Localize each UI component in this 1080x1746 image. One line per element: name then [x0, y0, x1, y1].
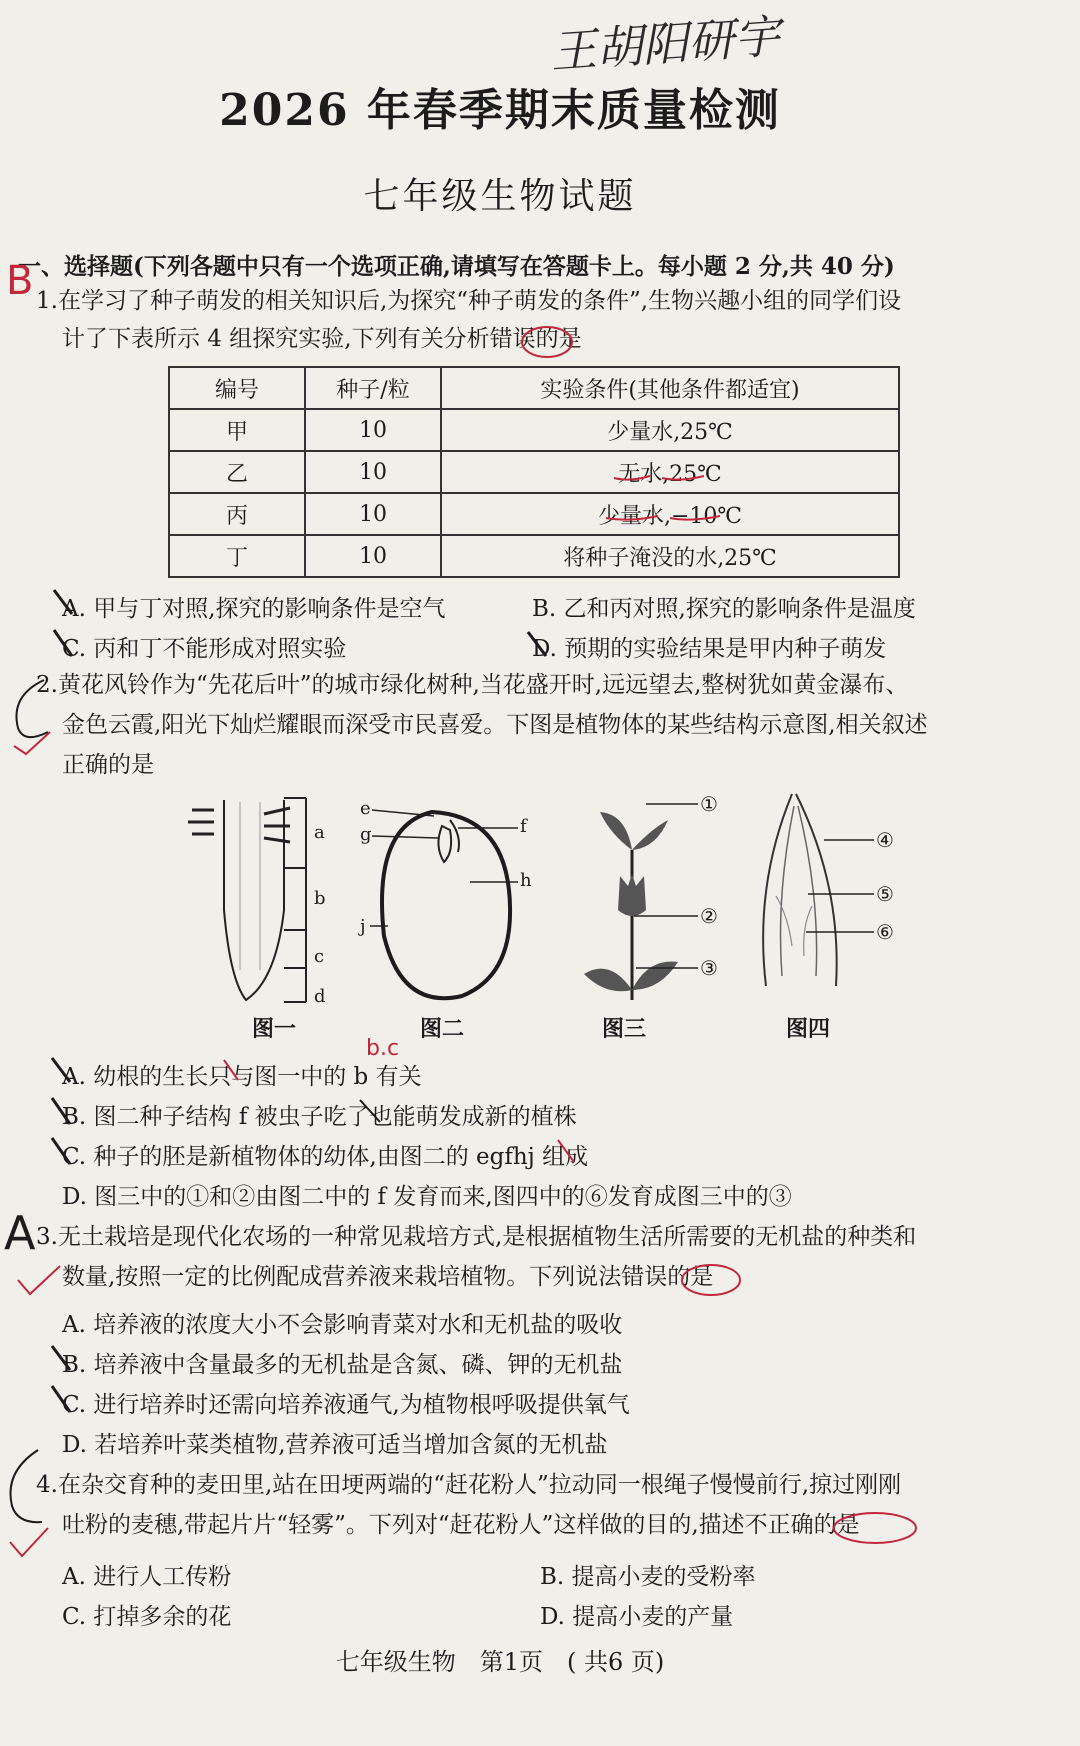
q3-option-c: C. 进行培养时还需向培养液通气,为植物根呼吸提供氧气 [62, 1392, 630, 1418]
q4-option-a: A. 进行人工传粉 [62, 1564, 232, 1590]
table-header-cell: 实验条件(其他条件都适宜) [441, 367, 899, 409]
table-cell: 丁 [169, 535, 305, 577]
q2-stem-line1 [36, 666, 908, 704]
fig3-label-3: ③ [700, 956, 718, 980]
q2-stem-line2: 金色云霞,阳光下灿烂耀眼而深受市民喜爱。下图是植物体的某些结构示意图,相关叙述 [62, 712, 928, 738]
q4-stem-line2: 吐粉的麦穗,带起片片“轻雾”。下列对“赶花粉人”这样做的目的,描述不正确的是 [62, 1512, 860, 1538]
table-cell: 10 [305, 409, 441, 451]
q4-number: 4. [36, 1472, 58, 1498]
q1-option-d: D. 预期的实验结果是甲内种子萌发 [532, 636, 887, 662]
q2-option-b: B. 图二种子结构 f 被虫子吃了也能萌发成新的植株 [62, 1104, 577, 1130]
fig1-label-c: c [314, 946, 325, 967]
fig2-label-e: e [360, 798, 371, 819]
q4-option-d: D. 提高小麦的产量 [540, 1604, 734, 1630]
q2-number: 2. [36, 672, 58, 698]
table-cell: 10 [305, 535, 441, 577]
fig1-root-tip [180, 790, 330, 1010]
q3-stem-line1 [36, 1218, 916, 1256]
q1-experiment-table [168, 366, 900, 578]
page-footer: 七年级生物 第1页 ( 共6 页) [335, 1648, 665, 1676]
q2-strike-marks [48, 1052, 608, 1172]
fig1-caption: 图一 [252, 1016, 297, 1042]
q3-stem-text-1: 无土栽培是现代化农场的一种常见栽培方式,是根据植物生活所需要的无机盐的种类和 [57, 1224, 917, 1250]
q1-stem-line2: 计了下表所示 4 组探究实验,下列有关分析错误的是 [62, 326, 582, 352]
q1-circle-mark [520, 324, 574, 360]
q1-stem-text-1: 在学习了种子萌发的相关知识后,为探究“种子萌发的条件”,生物兴趣小组的同学们设 [57, 288, 902, 314]
table-cell: 少量水,25℃ [441, 409, 899, 451]
q1-margin-mark: B [6, 258, 34, 304]
table-cell: 丙 [169, 493, 305, 535]
table-header-cell: 编号 [169, 367, 305, 409]
table-row [169, 493, 899, 535]
q3-number: 3. [36, 1224, 58, 1250]
q1-table-underlines [600, 466, 730, 536]
q3-option-a: A. 培养液的浓度大小不会影响青菜对水和无机盐的吸收 [62, 1312, 623, 1338]
q3-option-b: B. 培养液中含量最多的无机盐是含氮、磷、钾的无机盐 [62, 1352, 623, 1378]
q4-circle-mark [832, 1510, 918, 1546]
fig4-label-4: ④ [876, 828, 894, 852]
fig3-label-2: ② [700, 904, 718, 928]
q1-stem-line1 [36, 282, 901, 320]
q3-option-d: D. 若培养叶菜类植物,营养液可适当增加含氮的无机盐 [62, 1432, 608, 1458]
q4-margin-mark [2, 1446, 52, 1566]
fig3-caption: 图三 [602, 1016, 647, 1042]
fig2-caption: 图二 [420, 1016, 465, 1042]
q4-option-b: B. 提高小麦的受粉率 [540, 1564, 756, 1590]
q4-stem-line1 [36, 1466, 901, 1504]
exam-title: 2026 年春季期末质量检测 [219, 85, 781, 136]
q3-stem-line2: 数量,按照一定的比例配成营养液来栽培植物。下列说法错误的是 [62, 1264, 714, 1290]
fig1-label-d: d [314, 986, 326, 1007]
q3-margin-mark: A [4, 1206, 36, 1260]
q4-option-c: C. 打掉多余的花 [62, 1604, 232, 1630]
table-cell: 少量水,−10℃ [441, 493, 899, 535]
q3-circle-mark [680, 1262, 742, 1298]
q3-margin-check [14, 1262, 64, 1302]
q2-option-a: A. 幼根的生长只与图一中的 b 有关 [62, 1064, 422, 1090]
fig3-label-1: ① [700, 792, 718, 816]
table-cell: 甲 [169, 409, 305, 451]
handwritten-name: 王胡阳研宇 [548, 9, 782, 79]
table-row [169, 535, 899, 577]
table-row [169, 451, 899, 493]
fig2-label-j: j [360, 916, 366, 937]
fig1-label-a: a [314, 822, 325, 843]
table-row [169, 409, 899, 451]
q2-stem-line3: 正确的是 [62, 752, 154, 778]
q1-strike-marks [50, 584, 610, 664]
table-cell: 无水,25℃ [441, 451, 899, 493]
q4-stem-text-1: 在杂交育种的麦田里,站在田埂两端的“赶花粉人”拉动同一根绳子慢慢前行,掠过刚刚 [57, 1472, 902, 1498]
q2-option-d: D. 图三中的①和②由图二中的 f 发育而来,图四中的⑥发育成图三中的③ [62, 1184, 792, 1210]
q1-option-a: A. 甲与丁对照,探究的影响条件是空气 [62, 596, 446, 622]
table-header-cell: 种子/粒 [305, 367, 441, 409]
fig1-label-b: b [314, 888, 326, 909]
fig2-label-h: h [520, 870, 532, 891]
exam-subtitle: 七年级生物试题 [363, 176, 637, 217]
q2-option-c: C. 种子的胚是新植物体的幼体,由图二的 egfhj 组成 [62, 1144, 589, 1170]
fig4-label-6: ⑥ [876, 920, 894, 944]
fig2-label-g: g [360, 824, 372, 845]
table-cell: 将种子淹没的水,25℃ [441, 535, 899, 577]
q2-stem-text-1: 黄花风铃作为“先花后叶”的城市绿化树种,当花盛开时,远远望去,整树犹如黄金瀑布、 [57, 672, 909, 698]
section-heading: 一、选择题(下列各题中只有一个选项正确,请填写在答题卡上。每小题 2 分,共 40 分) [18, 253, 895, 280]
table-cell: 乙 [169, 451, 305, 493]
fig4-label-5: ⑤ [876, 882, 894, 906]
q1-option-b: B. 乙和丙对照,探究的影响条件是温度 [532, 596, 916, 622]
q3-strike-marks [48, 1340, 108, 1420]
table-header-row [169, 367, 899, 409]
q1-option-c: C. 丙和丁不能形成对照实验 [62, 636, 347, 662]
fig2-seed [362, 796, 532, 1016]
q2-handwritten-note: b.c [366, 1036, 400, 1061]
q1-number: 1. [36, 288, 58, 314]
table-cell: 10 [305, 451, 441, 493]
fig4-caption: 图四 [786, 1016, 831, 1042]
table-cell: 10 [305, 493, 441, 535]
fig2-label-f: f [520, 816, 527, 837]
